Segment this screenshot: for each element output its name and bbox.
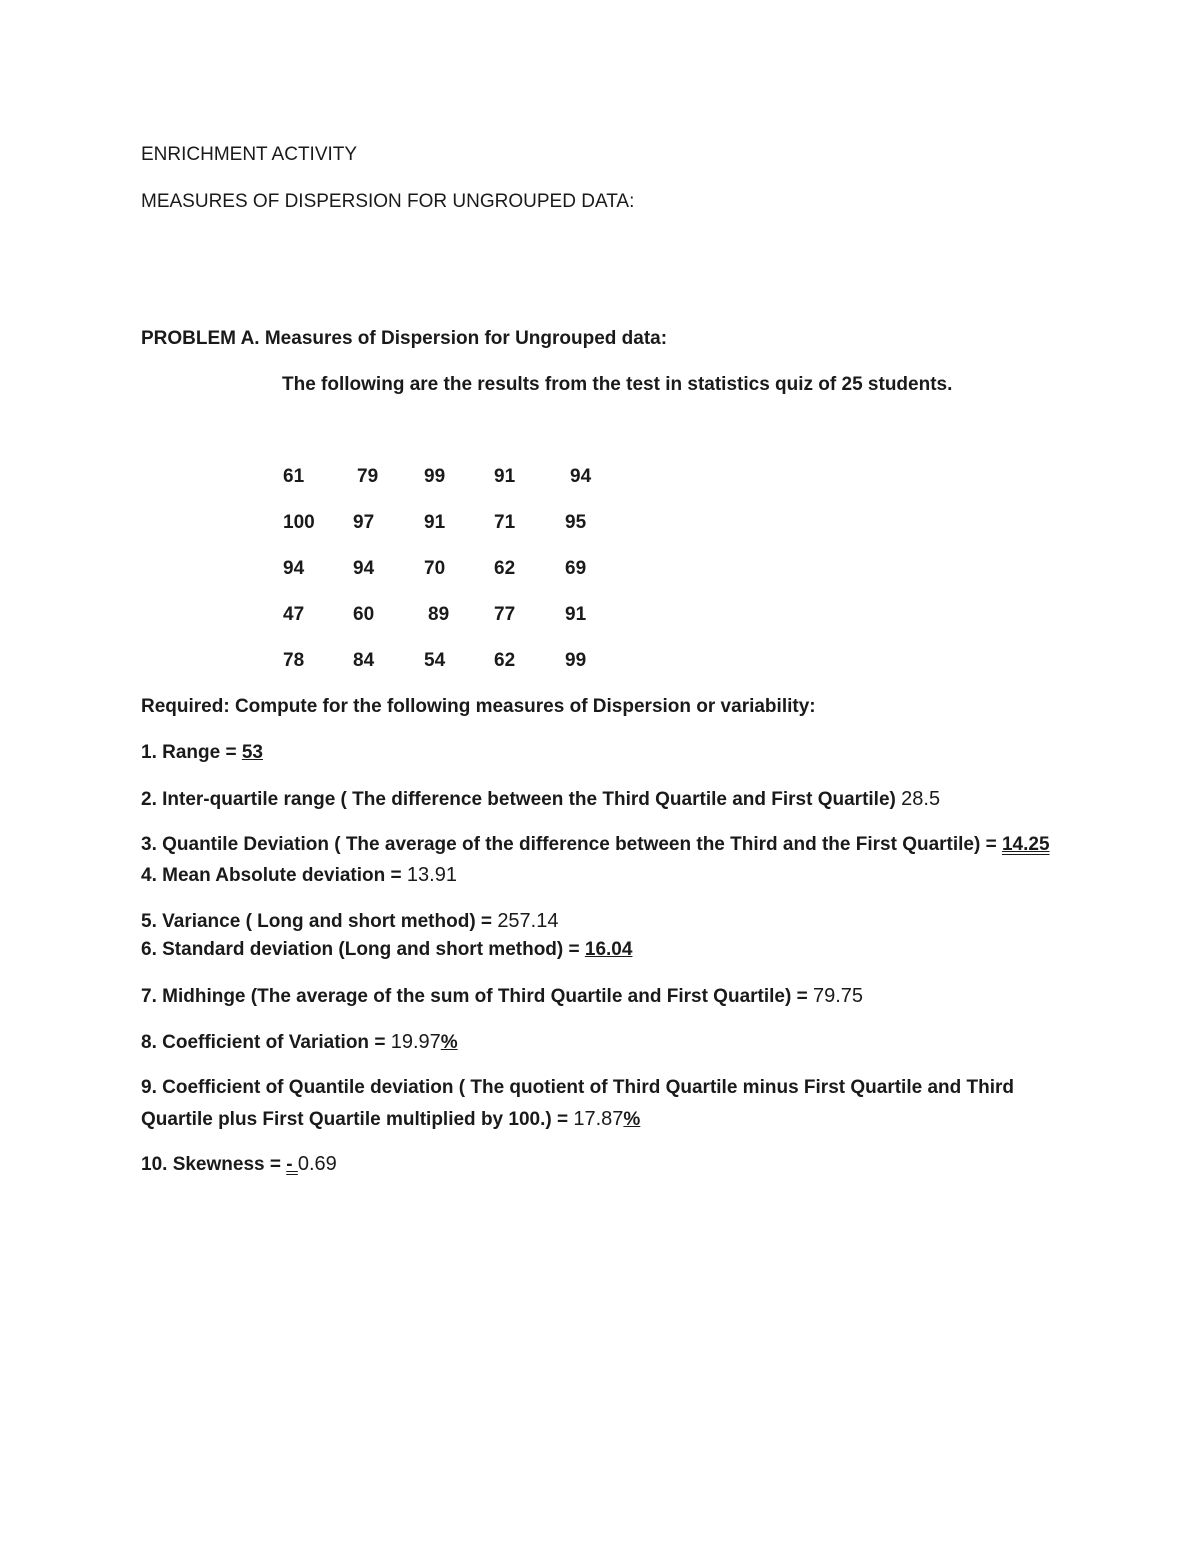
answer-value: 19.97 [390,1031,441,1053]
score-cell: 94 [283,558,305,579]
score-cell: 97 [353,512,375,533]
activity-subtitle: MEASURES OF DISPERSION FOR UNGROUPED DATA: [141,191,635,212]
score-cell: 94 [570,466,592,487]
score-cell: 91 [494,466,516,487]
score-cell: 91 [565,604,587,625]
score-cell: 95 [565,512,587,533]
score-cell: 79 [357,466,379,487]
score-cell: 60 [353,604,375,625]
score-cell: 54 [424,650,446,671]
answer-value: 79.75 [812,985,864,1007]
answer-value: 257.14 [497,910,559,932]
answer-standard-deviation: 6. Standard deviation (Long and short method) = 16.04 [141,939,633,960]
answer-coefficient-of-quantile-deviation-line2: Quartile plus First Quartile multiplied by 100.) = 17.87% [141,1108,641,1130]
percent-sign: % [623,1109,641,1130]
score-cell: 62 [494,650,516,671]
negative-sign: - [286,1154,298,1175]
answer-quantile-deviation: 3. Quantile Deviation ( The average of the difference between the Third and the First Quartile) = 14.25 [141,834,1050,855]
score-cell: 71 [494,512,516,533]
problem-heading: PROBLEM A. Measures of Dispersion for Ungrouped data: [141,328,668,349]
score-cell: 61 [283,466,305,487]
required-instruction: Required: Compute for the following measures of Dispersion or variability: [141,696,816,717]
answer-mean-absolute-deviation: 4. Mean Absolute deviation = 13.91 [141,864,457,886]
answer-skewness: 10. Skewness = - 0.69 [141,1153,337,1175]
score-cell: 99 [565,650,587,671]
score-cell: 47 [283,604,305,625]
answer-value: 16.04 [584,939,633,960]
score-cell: 100 [283,512,315,533]
answer-value: 0.69 [297,1153,337,1175]
problem-intro: The following are the results from the test in statistics quiz of 25 students. [282,374,953,395]
answer-value: 17.87 [573,1108,624,1130]
activity-title: ENRICHMENT ACTIVITY [141,144,358,165]
score-cell: 69 [565,558,587,579]
answer-midhinge: 7. Midhinge (The average of the sum of Third Quartile and First Quartile) = 79.75 [141,985,864,1007]
answer-coefficient-of-variation: 8. Coefficient of Variation = 19.97% [141,1031,458,1053]
answer-coefficient-of-quantile-deviation-line1: 9. Coefficient of Quantile deviation ( The quotient of Third Quartile minus First Quartile and Third [141,1077,1014,1098]
score-cell: 89 [428,604,450,625]
answer-value: 28.5 [901,788,941,810]
score-cell: 77 [494,604,516,625]
score-cell: 78 [283,650,305,671]
score-cell: 94 [353,558,375,579]
answer-value: 14.25 [1001,834,1050,855]
answer-value: 53 [241,742,263,763]
score-cell: 91 [424,512,446,533]
percent-sign: % [440,1032,458,1053]
answer-interquartile-range: 2. Inter-quartile range ( The difference between the Third Quartile and First Quartile) 28.5 [141,788,941,810]
score-cell: 70 [424,558,446,579]
answer-variance: 5. Variance ( Long and short method) = 257.14 [141,910,559,932]
answer-value: 13.91 [406,864,457,886]
score-cell: 99 [424,466,446,487]
score-cell: 62 [494,558,516,579]
score-cell: 84 [353,650,375,671]
answer-range: 1. Range = 53 [141,742,263,763]
